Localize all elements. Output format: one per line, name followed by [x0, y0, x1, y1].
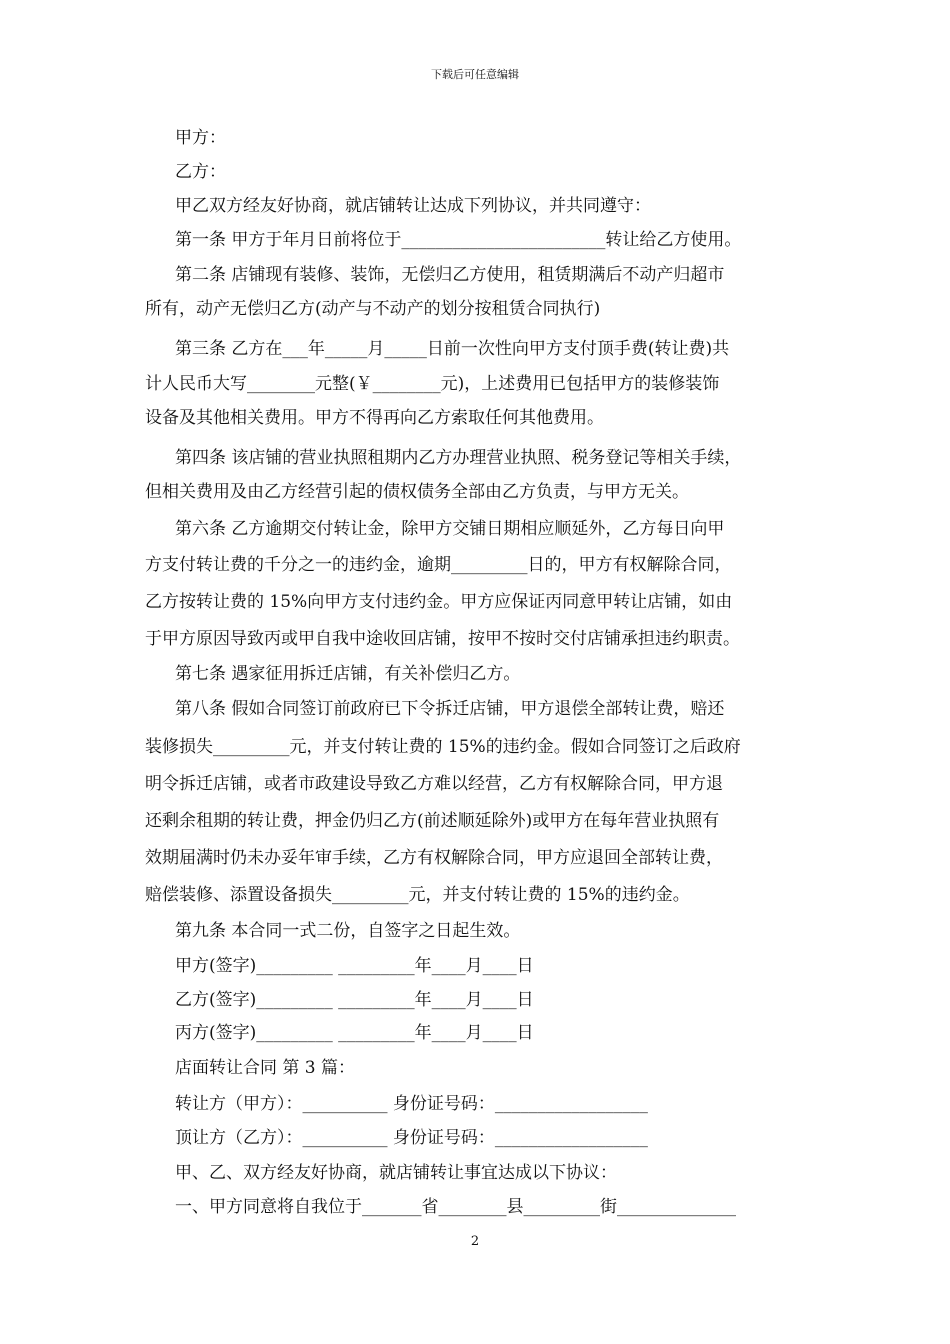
signature-party-c: 丙方(签字)_________ _________年____月____日	[175, 1023, 534, 1043]
article-6-line-2: 方支付转让费的千分之一的违约金，逾期_________日的，甲方有权解除合同，	[145, 555, 732, 575]
article-7: 第七条 遇家征用拆迁店铺，有关补偿归乙方。	[175, 664, 521, 684]
party-a-label: 甲方：	[175, 128, 226, 148]
page-header: 下载后可任意编辑	[431, 68, 519, 81]
article-6-line-1: 第六条 乙方逾期交付转让金，除甲方交铺日期相应顺延外，乙方每日向甲	[175, 519, 725, 539]
article-8-line-1: 第八条 假如合同签订前政府已下令拆迁店铺，甲方退偿全部转让费，赔还	[175, 699, 725, 719]
section-title: 店面转让合同 第 3 篇：	[175, 1058, 356, 1078]
clause-1-line-1: 一、甲方同意将自我位于_______省________县_________街______________	[175, 1197, 736, 1217]
agreement-preamble: 甲、乙、双方经友好协商，就店铺转让事宜达成以下协议：	[175, 1163, 617, 1183]
party-b-label: 乙方：	[175, 162, 226, 182]
article-8-line-4: 还剩余租期的转让费，押金仍归乙方(前述顺延除外)或甲方在每年营业执照有	[145, 811, 720, 831]
article-9: 第九条 本合同一式二份，自签字之日起生效。	[175, 921, 521, 941]
article-2-line-1: 第二条 店铺现有装修、装饰，无偿归乙方使用，租赁期满后不动产归超市	[175, 265, 725, 285]
article-3-line-2: 计人民币大写________元整(￥________元)，上述费用已包括甲方的装修装饰	[145, 374, 720, 394]
article-2-line-2: 所有，动产无偿归乙方(动产与不动产的划分按租赁合同执行)	[145, 299, 601, 319]
article-6-line-4: 于甲方原因导致丙或甲自我中途收回店铺，按甲不按时交付店铺承担违约职责。	[145, 629, 740, 649]
article-8-line-2: 装修损失_________元，并支付转让费的 15%的违约金。假如合同签订之后政府	[145, 737, 741, 757]
article-3-line-3: 设备及其他相关费用。甲方不得再向乙方索取任何其他费用。	[145, 408, 604, 428]
preamble: 甲乙双方经友好协商，就店铺转让达成下列协议，并共同遵守：	[175, 196, 651, 216]
article-4-line-1: 第四条 该店铺的营业执照租期内乙方办理营业执照、税务登记等相关手续，	[175, 448, 742, 468]
signature-party-a: 甲方(签字)_________ _________年____月____日	[175, 956, 534, 976]
article-8-line-6: 赔偿装修、添置设备损失_________元，并支付转让费的 15%的违约金。	[145, 885, 690, 905]
transferor-line: 转让方（甲方）：__________ 身份证号码：__________________	[175, 1094, 648, 1114]
page-number: 2	[470, 1234, 480, 1249]
transferee-line: 顶让方（乙方）：__________ 身份证号码：__________________	[175, 1128, 648, 1148]
signature-party-b: 乙方(签字)_________ _________年____月____日	[175, 990, 534, 1010]
article-3-line-1: 第三条 乙方在___年_____月_____日前一次性向甲方支付顶手费(转让费)共	[175, 339, 730, 359]
article-6-line-3: 乙方按转让费的 15%向甲方支付违约金。甲方应保证丙同意甲转让店铺，如由	[145, 592, 733, 612]
article-8-line-3: 明令拆迁店铺，或者市政建设导致乙方难以经营，乙方有权解除合同，甲方退	[145, 774, 723, 794]
article-4-line-2: 但相关费用及由乙方经营引起的债权债务全部由乙方负责，与甲方无关。	[145, 482, 689, 502]
article-1: 第一条 甲方于年月日前将位于________________________转让给乙方使用。	[175, 230, 742, 250]
article-8-line-5: 效期届满时仍未办妥年审手续，乙方有权解除合同，甲方应退回全部转让费，	[145, 848, 723, 868]
